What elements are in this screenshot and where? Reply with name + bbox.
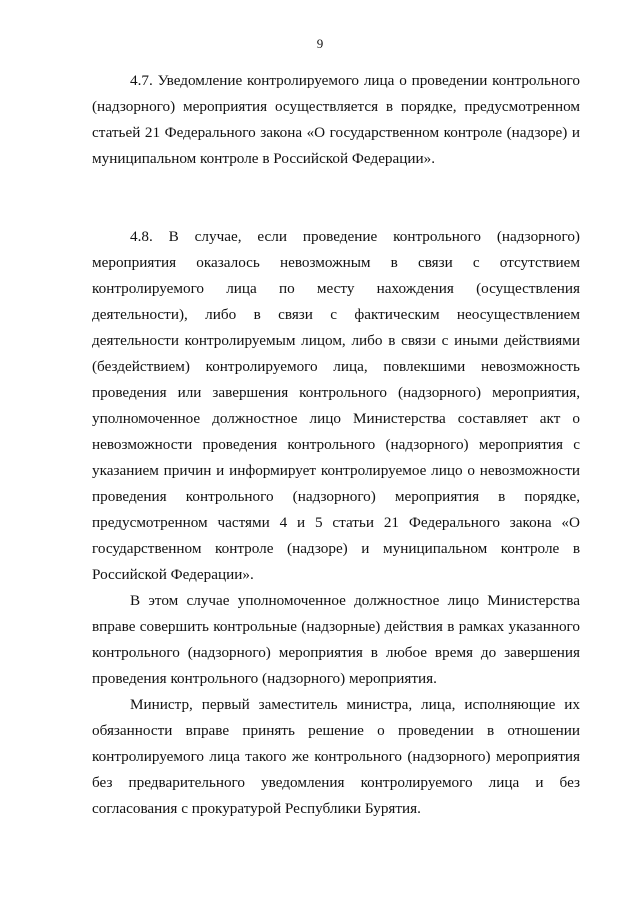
- paragraph-spacer: [92, 198, 580, 224]
- page-number: 9: [316, 36, 324, 51]
- paragraph-minister-decision: Министр, первый заместитель министра, лица, исполняющие их обязанности вправе принять решение о проведении в отношении контролируемого лица такого же контрольного (надзорного) мероприятия без предварительного уведомления контролируемого лица и без согласования с прокуратурой Республики Бурятия.: [92, 696, 580, 817]
- paragraph-4-8-continuation: В этом случае уполномоченное должностное лицо Министерства вправе совершить контрольные (надзорные) действия в рамках указанного контрольного (надзорного) мероприятия в любое время до завершения проведения контрольного (надзорного) мероприятия.: [92, 592, 580, 687]
- document-body: [92, 68, 580, 822]
- paragraph-spacer: [92, 172, 580, 198]
- paragraph-4-8: 4.8. В случае, если проведение контрольного (надзорного) мероприятия оказалось невозможным в связи с отсутствием контролируемого лица по месту нахождения (осуществления деятельности), либо в связи с фактическим неосуществлением деятельности контролируемым лицом, либо в связи с иными действиями (бездействием) контролируемого лица, повлекшими невозможность проведения или завершения контрольного (надзорного) мероприятия, уполномоченное должностное лицо Министерства составляет акт о невозможности проведения контрольного (надзорного) мероприятия с указанием причин и информирует контролируемое лицо о невозможности проведения контрольного (надзорного) мероприятия в порядке, предусмотренном частями 4 и 5 статьи 21 Федерального закона «О государственном контроле (надзоре) и муниципальном контроле в Российской Федерации».: [92, 228, 580, 583]
- paragraph-4-7: 4.7. Уведомление контролируемого лица о проведении контрольного (надзорного) мероприятия осуществляется в порядке, предусмотренном статьей 21 Федерального закона «О государственном контроле (надзоре) и муниципальном контроле в Российской Федерации».: [92, 72, 580, 167]
